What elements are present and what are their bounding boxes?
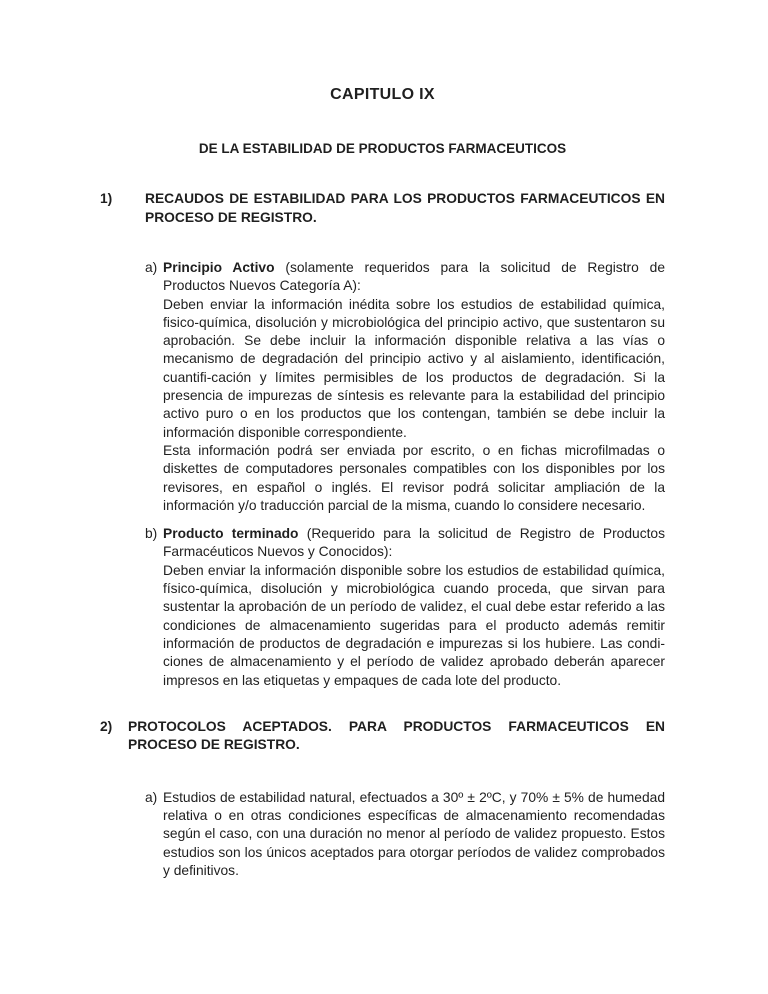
item-1a-lead [163, 259, 665, 296]
item-2a-paragraph-1: Estudios de estabilidad natural, efectuados a 30º ± 2ºC, y 70% ± 5% de humedad relativa o en otras condiciones específicas de almacenamiento recomendadas según el caso, con una duración no menor al período de validez propuesto. Estos estudios son los únicos aceptados para otorgar períodos de validez comprobados y definitivos. [163, 789, 665, 879]
section-1-heading [100, 190, 665, 227]
section-2-number: 2) [100, 718, 113, 734]
item-2a-marker: a) [145, 789, 158, 805]
list-item-1b [100, 525, 665, 690]
section-2-heading [100, 718, 665, 755]
item-1b-paragraph-1: Deben enviar la información disponible sobre los estudios de estabilidad química, físico-química, disolución y microbiológica cuando proceda, que sirvan para sustentar la aprobación de un período de validez, el cual debe estar referido a las condiciones de almacenamiento sugeridas para el producto además remitir información de productos de degradación e impurezas si los hubiere. Las condi-ciones de almacenamiento y el período de validez aprobado deberán aparecer impresos en las etiquetas y empaques de cada lote del producto. [163, 562, 665, 688]
list-item-1a [100, 259, 665, 515]
item-1b-marker: b) [145, 526, 158, 542]
item-2a-body [163, 789, 665, 880]
item-1a-marker: a) [145, 260, 158, 275]
item-1b-lead [163, 525, 665, 562]
item-1a-lead-bold: Principio Activo [163, 260, 275, 275]
item-1a-body [163, 259, 665, 515]
item-1b-body [163, 525, 665, 690]
item-1b-lead-rest: (Requerido para la solicitud de Registro de Productos Farmacéuticos Nuevos y Conocidos): [163, 526, 665, 560]
section-1-number: 1) [100, 191, 113, 206]
item-1b-lead-bold: Producto terminado [163, 526, 299, 542]
spacer [100, 237, 665, 259]
document-subtitle: DE LA ESTABILIDAD DE PRODUCTOS FARMACEUTICOS [198, 141, 567, 156]
chapter-title: CAPITULO IX [330, 86, 435, 103]
spacer [100, 765, 665, 789]
item-1a-lead-rest: (solamente requeridos para la solicitud de Registro de Productos Nuevos Categoría A): [163, 260, 666, 294]
spacer [100, 690, 665, 718]
list-item-2a [100, 789, 665, 880]
section-2 [100, 718, 665, 880]
section-2-heading-text: PROTOCOLOS ACEPTADOS. PARA PRODUCTOS FARMACEUTICOS EN PROCESO DE REGISTRO. [128, 718, 665, 753]
section-1-heading-text: RECAUDOS DE ESTABILIDAD PARA LOS PRODUCTOS FARMACEUTICOS EN PROCESO DE REGISTRO. [145, 191, 665, 225]
item-1a-paragraph-2: Esta información podrá ser enviada por escrito, o en fichas microfilmadas o diskettes de computadores personales compatibles con los disponibles por los revisores, en español o inglés. El revisor podrá solicitar ampliación de la información y/o traducción parcial de la misma, cuando lo considere necesario. [163, 442, 665, 513]
section-1 [100, 190, 665, 690]
item-1a-paragraph-1: Deben enviar la información inédita sobre los estudios de estabilidad química, fisico-química, disolución y microbiológica del principio activo, que sustentaron su aprobación. Se debe incluir la información disponible relativa a las vías o mecanismo de degradación del principio activo y al aislamiento, identificación, cuantifi-cación y límites permisibles de los productos de degradación. Si la presencia de impurezas de síntesis es relevante para la estabilidad del principio activo puro o en los productos que los contengan, también se debe incluir la información disponible correspondiente. [163, 296, 665, 440]
